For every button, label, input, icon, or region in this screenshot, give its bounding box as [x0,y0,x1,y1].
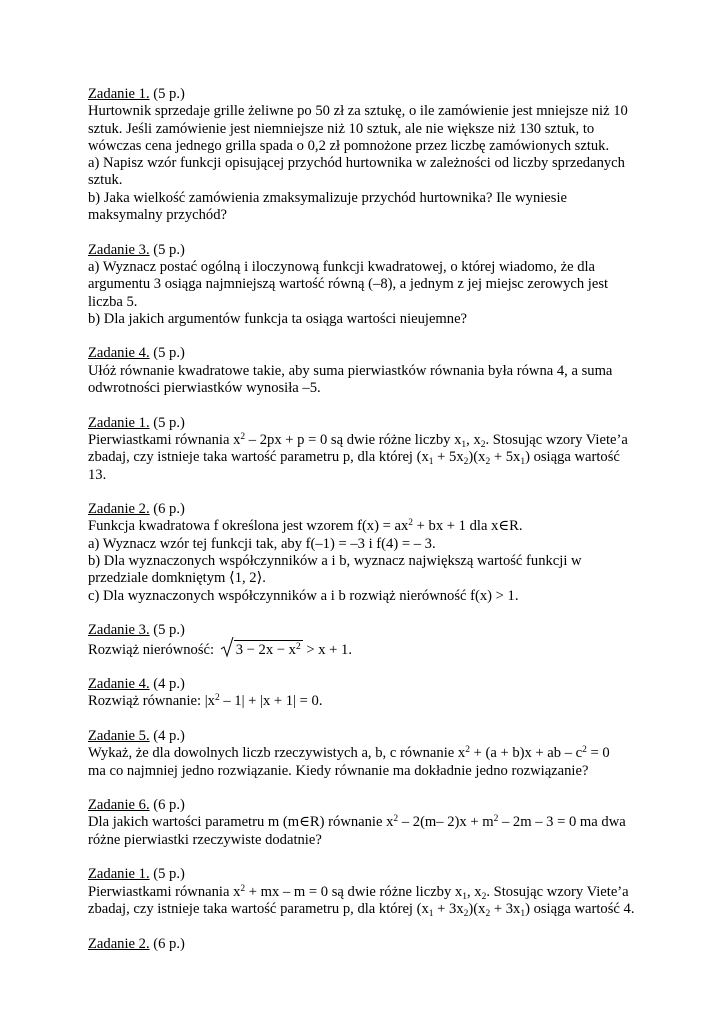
task [88,936,648,953]
superscript: 2 [295,641,301,652]
task-heading [88,676,648,693]
superscript: 2 [465,745,470,756]
subscript: 2 [480,439,486,450]
task-points: (6 p.) [153,501,185,518]
task-text-line [88,693,648,710]
task-label: Zadanie 2. [88,935,150,952]
task-heading [88,728,648,745]
text-run: > x + 1. [302,641,352,658]
text-run: Pierwiastkami równania x [88,883,241,900]
task-label: Zadanie 1. [88,866,150,883]
task-label: Zadanie 5. [88,727,150,744]
text-run: ) osiąga wartość 4. [525,900,635,917]
subscript: 2 [481,891,487,902]
radical-sign-icon [220,636,234,658]
text-run: zbadaj, czy istnieje taka wartość parametru p, dla której (x [88,449,429,466]
task-text-line: wówczas cena jednego grilla spada o 0,2 zł pomnożone przez liczbę zamówionych sztuk. [88,137,610,154]
text-run: Rozwiąż nierówność: [88,641,215,658]
text-run: . Stosując wzory Viete’a [485,431,628,448]
task-points: (5 p.) [153,86,185,102]
task-text-line [88,901,648,918]
subscript: 2 [463,457,469,468]
task-text-line: liczba 5. [88,293,138,310]
subscript: 1 [461,439,467,450]
text-run: + 3x [490,900,521,917]
subscript: 1 [428,908,434,919]
text-run: )(x [468,449,486,466]
task-text-line [88,745,648,762]
text-run: + 5x [490,449,521,466]
task [88,622,648,659]
text-run: zbadaj, czy istnieje taka wartość parametru p, dla której (x [88,900,429,917]
task-heading [88,866,648,883]
task-heading [88,622,648,639]
subscript: 1 [428,457,434,468]
text-run: + bx + 1 dla x∈R. [413,518,523,535]
task-label: Zadanie 1. [88,86,150,102]
task [88,676,648,711]
task-points: (5 p.) [153,622,185,639]
task-points: (6 p.) [153,935,185,952]
task-text-line [88,518,648,535]
task-heading [88,797,648,814]
task-text-line: odwrotności pierwiastków wynosiła –5. [88,380,321,397]
task-text-line [88,640,648,659]
text-run: + mx – m = 0 są dwie różne liczby x [245,883,463,900]
task [88,242,648,328]
task-label: Zadanie 3. [88,241,150,258]
task-points: (4 p.) [153,676,185,693]
task-label: Zadanie 6. [88,797,150,814]
text-run: + 5x [433,449,464,466]
task [88,728,648,780]
superscript: 2 [582,745,587,756]
task-points: (6 p.) [153,797,185,814]
task-text-line [88,884,648,901]
task-text-line: Ułóż równanie kwadratowe takie, aby suma pierwiastków równania była równa 4, a suma [88,362,613,379]
text-run: – 1| + |x + 1| = 0. [219,693,323,710]
task-text-line: b) Jaka wielkość zamówienia zmaksymalizuje przychód hurtownika? Ile wyniesie [88,189,567,206]
text-run: Funkcja kwadratowa f określona jest wzorem f(x) = ax [88,518,409,535]
task [88,797,648,849]
text-run: + (a + b)x + ab – c [469,745,583,762]
task-label: Zadanie 1. [88,414,150,431]
task [88,501,648,605]
text-run: ) osiąga wartość [525,449,620,466]
task-label: Zadanie 4. [88,676,150,693]
task-heading [88,242,648,259]
task [88,415,648,484]
superscript: 2 [493,814,499,825]
text-run: + 3x [433,900,464,917]
document-content [88,86,648,970]
superscript: 2 [393,814,399,825]
subscript: 2 [463,908,469,919]
task-label: Zadanie 3. [88,622,150,639]
task-points: (5 p.) [153,345,185,362]
task-text-line [88,814,648,831]
task-heading [88,86,648,103]
text-run: – 2m – 3 = 0 ma dwa [498,814,626,831]
text-run: )(x [468,900,486,917]
text-run: Dla jakich wartości parametru m (m∈R) równanie x [88,814,394,831]
text-run: , x [466,883,482,900]
task-text-line: ma co najmniej jedno rozwiązanie. Kiedy równanie ma dokładnie jedno rozwiązanie? [88,762,589,779]
text-run: . Stosując wzory Viete’a [486,883,629,900]
text-run: , x [466,431,481,448]
task-text-line: b) Dla jakich argumentów funkcja ta osiąga wartości nieujemne? [88,310,468,327]
task [88,345,648,397]
text-run: = 0 [586,745,610,762]
text-run: 3 − 2x − x [235,641,296,658]
subscript: 1 [520,457,526,468]
subscript: 2 [485,908,491,919]
task-text-line: maksymalny przychód? [88,207,228,224]
square-root [222,640,303,659]
task-label: Zadanie 2. [88,501,150,518]
task-text-line: c) Dla wyznaczonych współczynników a i b rozwiąż nierówność f(x) > 1. [88,587,519,604]
task-heading [88,501,648,518]
task-points: (5 p.) [153,414,185,431]
task-text-line: przedziale domkniętym ⟨1, 2⟩. [88,570,266,587]
task-points: (4 p.) [153,727,185,744]
task-text-line: a) Wyznacz wzór tej funkcji tak, aby f(–1) = –3 i f(4) = – 3. [88,535,436,552]
superscript: 2 [408,518,414,529]
task-text-line [88,432,648,449]
task-text-line: sztuk. Jeśli zamówienie jest niemniejsze niż 10 sztuk, ale nie większe niż 130 sztuk, to [88,120,595,137]
task-text-line [88,449,648,466]
text-run: – 2(m– 2)x + m [398,814,494,831]
task-text-line: różne pierwiastki rzeczywiste dodatnie? [88,831,322,848]
task-text-line: sztuk. [88,172,123,189]
task [88,86,648,224]
subscript: 2 [485,457,491,468]
task [88,866,648,918]
task-text-line: b) Dla wyznaczonych współczynników a i b, wyznacz największą wartość funkcji w [88,553,582,570]
superscript: 2 [240,431,246,442]
task-heading [88,936,648,953]
task-text-line: 13. [88,466,107,483]
superscript: 2 [214,693,220,704]
task-points: (5 p.) [153,866,185,883]
superscript: 2 [240,883,246,894]
task-text-line: argumentu 3 osiąga najmniejszą wartość równą (–8), a jednym z jej miejsc zerowych jest [88,276,609,293]
task-heading [88,415,648,432]
subscript: 1 [462,891,467,902]
task-points: (5 p.) [153,241,185,258]
text-run: Pierwiastkami równania x [88,431,241,448]
task-text-line: a) Wyznacz postać ogólną i iloczynową funkcji kwadratowej, o której wiadomo, że dla [88,258,596,275]
task-text-line: Hurtownik sprzedaje grille żeliwne po 50 zł za sztukę, o ile zamówienie jest mniejsze niż 10 [88,103,628,120]
subscript: 1 [520,908,526,919]
text-run: Wykaż, że dla dowolnych liczb rzeczywistych a, b, c równanie x [88,745,466,762]
text-run: Rozwiąż równanie: |x [88,693,215,710]
task-text-line: a) Napisz wzór funkcji opisującej przychód hurtownika w zależności od liczby sprzedanych [88,155,625,172]
task-label: Zadanie 4. [88,345,150,362]
text-run: – 2px + p = 0 są dwie różne liczby x [245,431,462,448]
radicand [234,640,303,659]
task-heading [88,345,648,362]
